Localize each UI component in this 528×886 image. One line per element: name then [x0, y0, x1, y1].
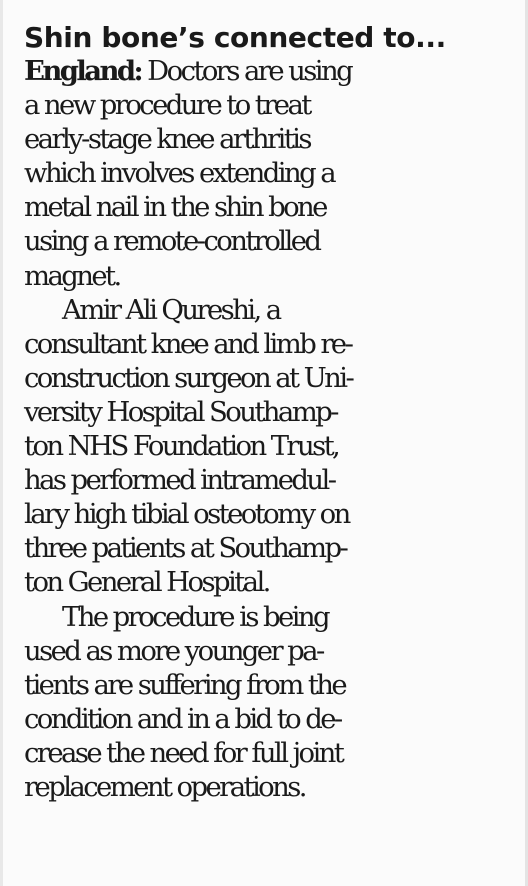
paragraph-line: magnet. [24, 259, 120, 292]
page-edge-left [0, 0, 3, 886]
paragraph-line-text: Doctors are using [141, 55, 352, 87]
paragraph-line: crease the need for full joint [24, 736, 343, 769]
paragraph-line: construction surgeon at Uni- [24, 361, 353, 394]
paragraph-line: has performed intramedul- [24, 464, 335, 497]
article-headline: Shin bone’s connected to... [24, 21, 446, 54]
article-paragraph-1 [24, 54, 504, 293]
paragraph-line: Amir Ali Qureshi, a [62, 293, 280, 326]
paragraph-line: The procedure is being [62, 600, 328, 633]
paragraph-line: versity Hospital Southamp- [24, 395, 337, 428]
paragraph-line: early-stage knee arthritis [24, 123, 310, 156]
paragraph-line: condition and in a bid to de- [24, 702, 341, 735]
paragraph-line: which involves extending a [24, 157, 335, 190]
article-dateline: England: [24, 55, 142, 87]
paragraph-line: tients are suffering from the [24, 668, 346, 701]
paragraph-line: lary high tibial osteotomy on [24, 498, 349, 531]
paragraph-line: ton General Hospital. [24, 566, 269, 599]
article [24, 22, 504, 804]
article-paragraph-2 [24, 293, 504, 600]
paragraph-line: using a remote-controlled [24, 225, 320, 258]
paragraph-line: ton NHS Foundation Trust, [24, 430, 339, 463]
paragraph-line [24, 54, 504, 88]
paragraph-line: three patients at Southamp- [24, 532, 347, 565]
article-paragraph-3 [24, 600, 504, 805]
paragraph-line: metal nail in the shin bone [24, 191, 326, 224]
paragraph-line: used as more younger pa- [24, 634, 323, 667]
paragraph-line: consultant knee and limb re- [24, 327, 352, 360]
paragraph-line: a new procedure to treat [24, 89, 310, 122]
paragraph-line: replacement operations. [24, 770, 305, 803]
